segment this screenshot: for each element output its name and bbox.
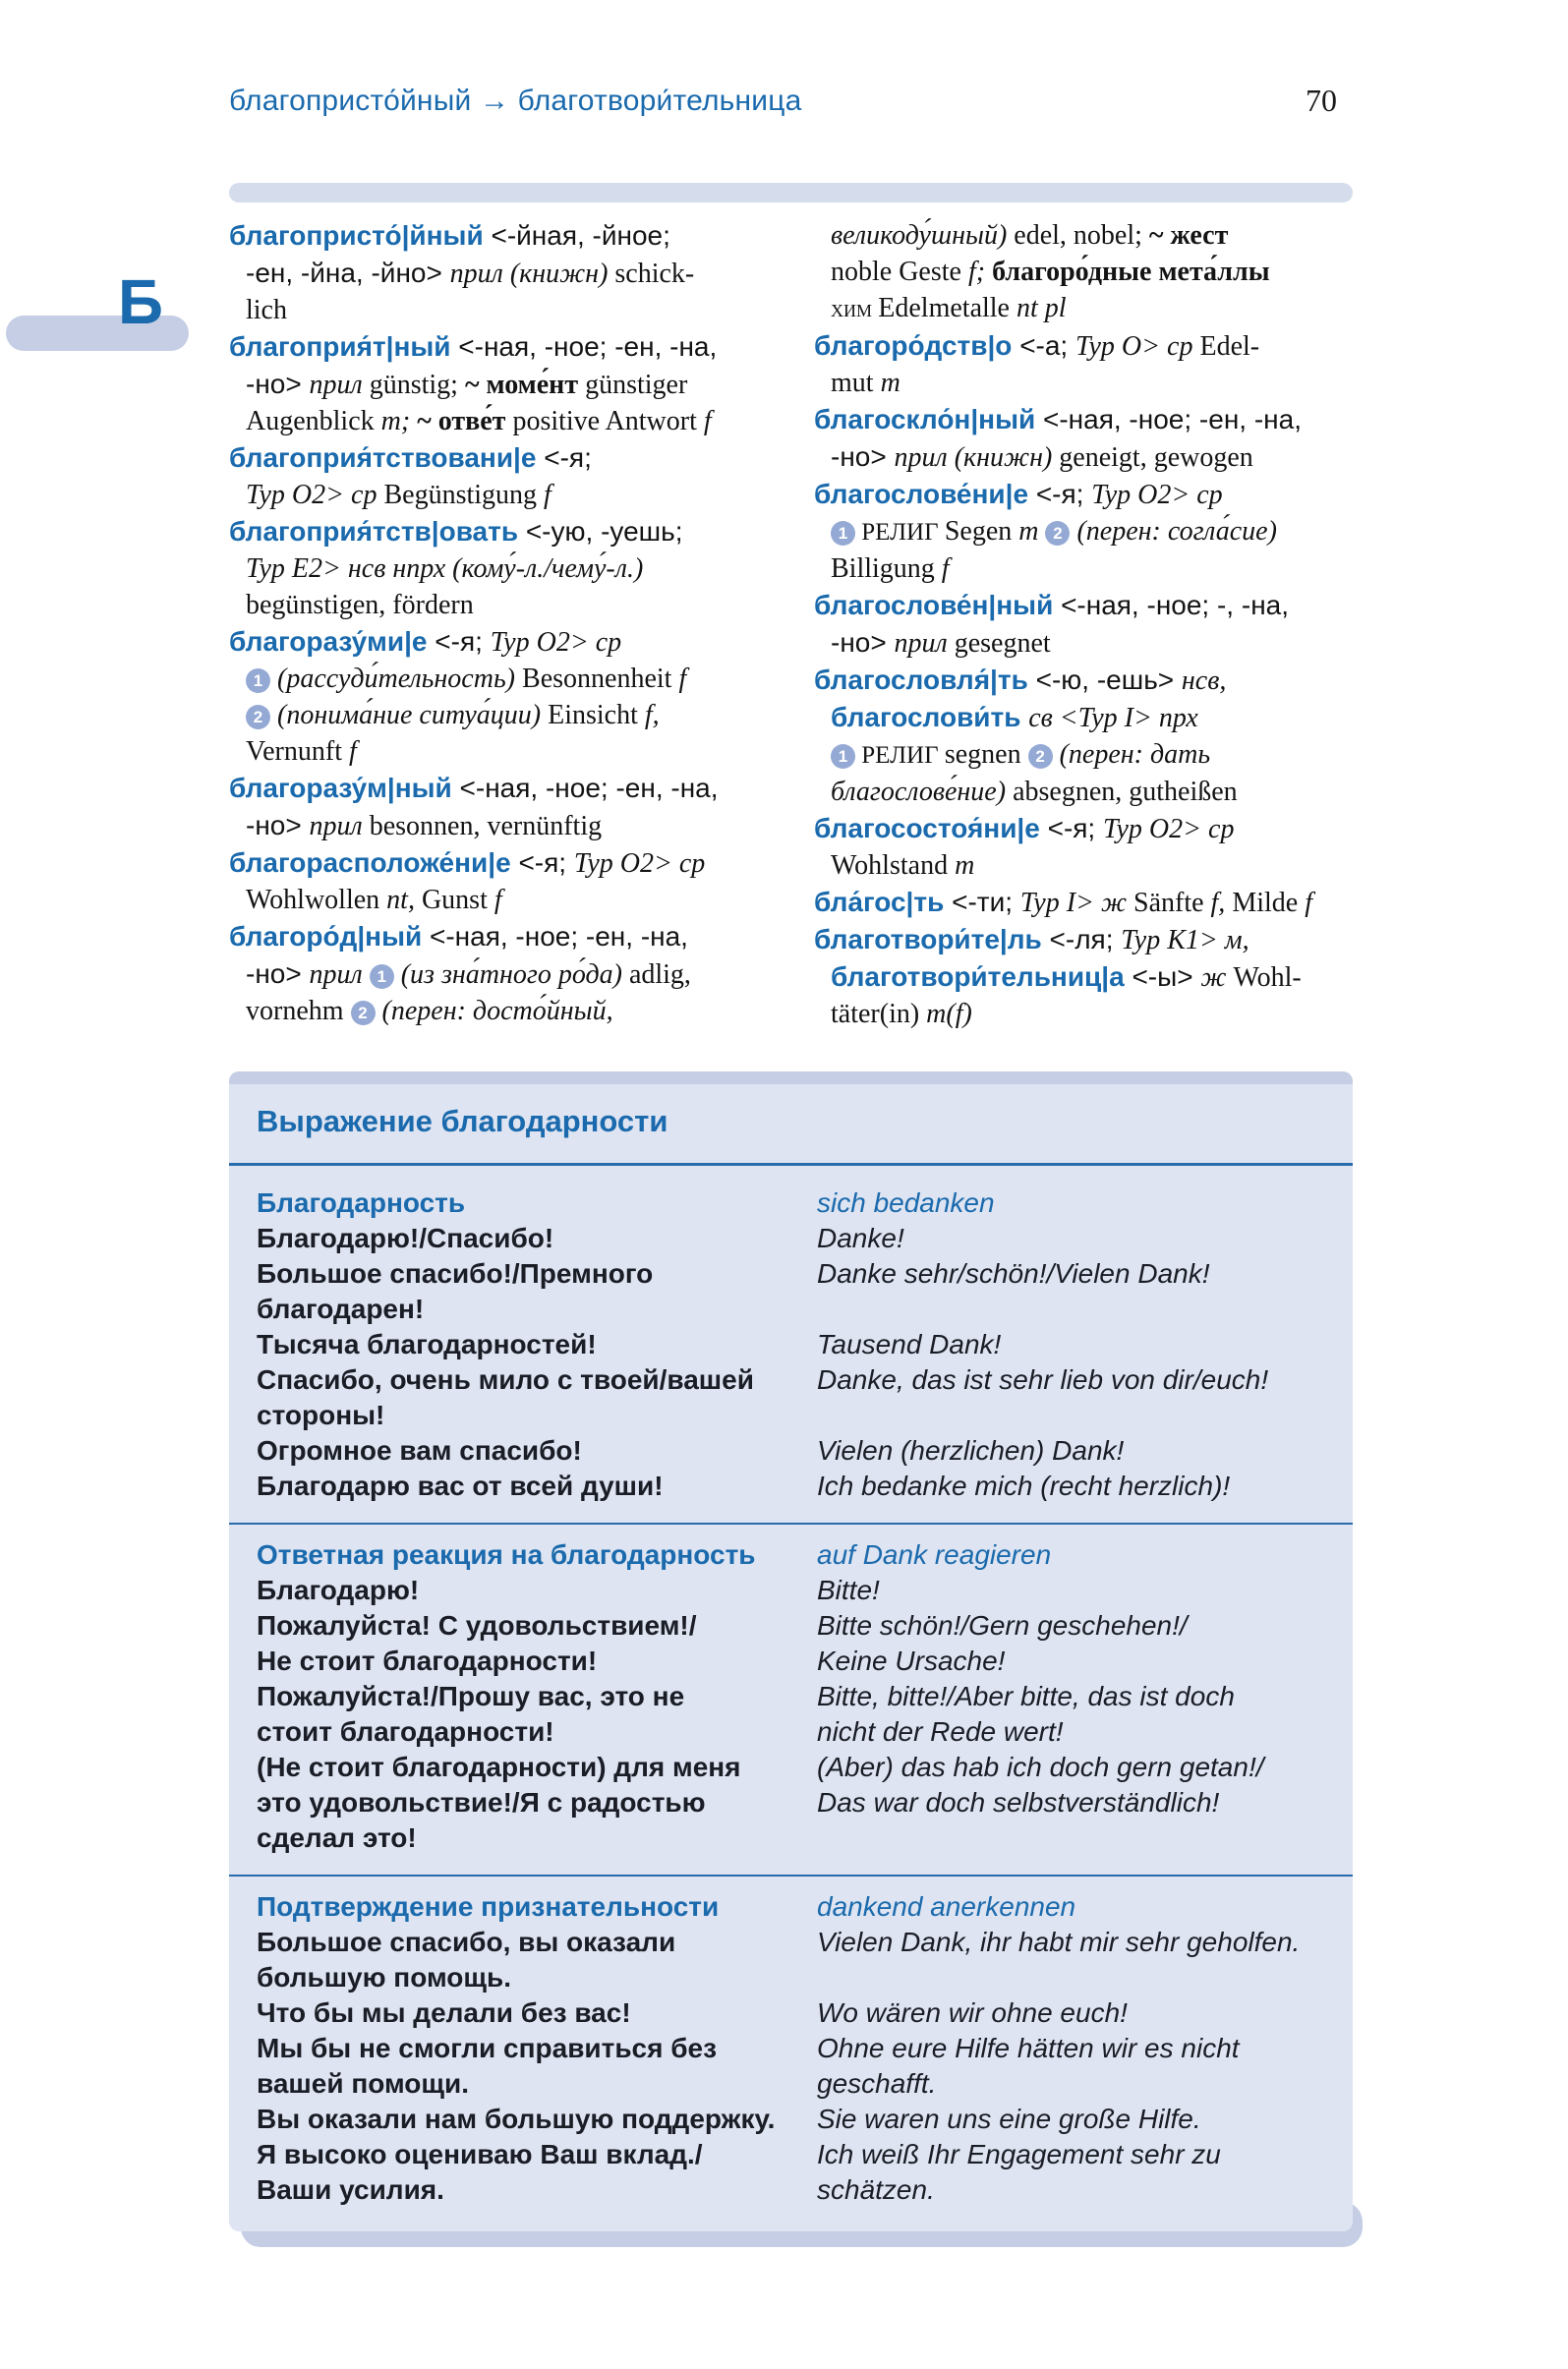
phrase-row: [257, 1329, 1325, 1364]
phrase-row: [257, 1997, 1325, 2033]
dictionary-column-right: [814, 217, 1369, 1032]
phrase-section: [257, 1539, 1325, 1858]
entry-text-segment: Begünstigung: [383, 480, 545, 510]
phrase-german: nicht der Rede wert!: [817, 1716, 1064, 1747]
phrase-row: [257, 1435, 1325, 1471]
entry-text-segment: nt,: [386, 885, 422, 915]
entry-text-segment: великоду́шный): [831, 220, 1015, 251]
entry-text-segment: РЕЛИГ: [855, 519, 945, 546]
dictionary-line: [229, 882, 784, 918]
entry-text-segment: (перен: дать: [1052, 739, 1211, 770]
phrase-row: [257, 1610, 1325, 1646]
phrase-row: [257, 2139, 1325, 2174]
entry-text-segment: geneigt, gewogen: [1059, 442, 1253, 473]
phrase-row: [257, 1471, 1325, 1506]
dictionary-line: [814, 290, 1369, 327]
entry-text-segment: Typ O> ср: [1075, 331, 1200, 362]
entry-text-segment: gesegnet: [954, 628, 1051, 659]
sense-number-icon: 1: [831, 521, 855, 546]
dictionary-line: [229, 993, 784, 1029]
entry-text-segment: <-ы>: [1132, 961, 1201, 992]
phrase-row: [257, 1575, 1325, 1610]
entry-text-segment: positive Antwort: [512, 406, 704, 436]
phrase-row: [257, 2104, 1325, 2139]
entry-text-segment: ж: [1200, 962, 1234, 993]
entry-text-segment: прил (книжн): [449, 259, 615, 289]
entry-text-segment: begünstigen, fördern: [246, 590, 474, 620]
entry-text-segment: Typ O2> ср: [1103, 814, 1235, 844]
entry-text-segment: (рассуди́тельность): [270, 664, 523, 694]
entry-text-segment: благоро́дные мета́ллы: [992, 257, 1270, 287]
entry-text-segment: Edelmetalle: [878, 293, 1016, 323]
phrase-russian: Подтверждение признательности: [257, 1891, 720, 1922]
entry-text-segment: благопристо́|йный: [229, 220, 492, 251]
phrase-russian: вашей помощи.: [257, 2068, 470, 2099]
phrase-german: Danke, das ist sehr lieb von dir/euch!: [817, 1364, 1269, 1395]
dictionary-line: [814, 921, 1369, 958]
entry-text-segment: (из зна́тного ро́да): [393, 959, 629, 990]
phrase-box-body: [229, 1166, 1353, 2210]
entry-text-segment: m;: [380, 406, 418, 436]
entry-text-segment: adlig,: [628, 959, 691, 990]
dictionary-line: [229, 366, 784, 403]
dictionary-line: [814, 810, 1369, 847]
entry-text-segment: Sänfte: [1133, 888, 1211, 918]
entry-text-segment: -но>: [246, 958, 310, 989]
entry-text-segment: <-я;: [1047, 813, 1103, 843]
entry-text-segment: <-я;: [1035, 479, 1092, 509]
phrase-german: Das war doch selbstverständlich!: [817, 1787, 1220, 1818]
phrase-russian: Ответная реакция на благодарность: [257, 1539, 756, 1570]
entry-text-segment: f,: [644, 700, 660, 730]
phrase-row: [257, 1187, 1325, 1223]
phrase-german: sich bedanken: [817, 1187, 995, 1218]
phrase-german: Keine Ursache!: [817, 1646, 1006, 1676]
entry-text-segment: absegnen, gutheißen: [1013, 777, 1238, 807]
phrase-russian: Мы бы не смогли справиться без: [257, 2033, 718, 2063]
dictionary-line: [229, 918, 784, 955]
dictionary-line: [229, 513, 784, 550]
entry-text-segment: f: [703, 406, 712, 436]
entry-text-segment: nt pl: [1016, 293, 1067, 323]
entry-text-segment: <-а;: [1019, 330, 1075, 361]
phrase-german: (Aber) das hab ich doch gern getan!/: [817, 1752, 1264, 1782]
entry-text-segment: Typ O2> ср: [1091, 480, 1223, 510]
entry-text-segment: -но>: [246, 369, 310, 399]
section-divider-rule: [229, 1523, 1353, 1525]
dictionary-line: [814, 847, 1369, 884]
entry-text-segment: <-ти;: [952, 887, 1020, 917]
dictionary-line: [229, 477, 784, 513]
dictionary-line: [229, 328, 784, 366]
entry-text-segment: Typ O2> ср: [246, 480, 384, 510]
entry-text-segment: <-ую, -уешь;: [525, 516, 683, 547]
entry-text-segment: Gunst: [421, 885, 494, 915]
header-decorative-bar: [229, 183, 1353, 202]
entry-text-segment: <-ю, -ешь>: [1035, 664, 1182, 695]
phrase-russian: Ваши усилия.: [257, 2174, 444, 2205]
phrase-german: Bitte schön!/Gern geschehen!/: [817, 1610, 1188, 1641]
entry-text-segment: благоприя́тств|овать: [229, 516, 526, 547]
entry-text-segment: <-ная, -ное; -ен, -на,: [459, 773, 719, 803]
phrase-row: [257, 1822, 1325, 1858]
phrase-row: [257, 1787, 1325, 1822]
entry-text-segment: <-ная, -ное; -ен, -на,: [1043, 404, 1302, 434]
phrase-row: [257, 1539, 1325, 1575]
phrase-russian: Большое спасибо, вы оказали: [257, 1927, 676, 1957]
dictionary-line: [229, 733, 784, 770]
page-number: 70: [1306, 83, 1337, 118]
phrase-section: [257, 1891, 1325, 2210]
phrase-russian: сделал это!: [257, 1822, 417, 1853]
phrase-german: Ohne eure Hilfe hätten wir es nicht: [817, 2033, 1240, 2063]
phrase-russian: стоит благодарности!: [257, 1716, 554, 1747]
phrase-russian: (Не стоит благодарности) для меня: [257, 1752, 741, 1782]
entry-text-segment: благослове́ние): [831, 777, 1014, 807]
phrase-german: Danke!: [817, 1223, 904, 1253]
phrase-russian: Вы оказали нам большую поддержку.: [257, 2104, 776, 2134]
entry-text-segment: Typ I> ж: [1019, 888, 1133, 918]
entry-text-segment: Typ E2> нсв нпрх (кому́-л./чему́-л.): [246, 553, 644, 584]
phrase-german: Vielen Dank, ihr habt mir sehr geholfen.: [817, 1927, 1301, 1957]
phrase-russian: Спасибо, очень мило с твоей/вашей: [257, 1364, 754, 1395]
entry-text-segment: f: [544, 480, 552, 510]
entry-text-segment: -но>: [831, 441, 895, 472]
phrase-russian: Пожалуйста! С удовольствием!/: [257, 1610, 697, 1641]
phrase-german: auf Dank reagieren: [817, 1539, 1052, 1570]
entry-text-segment: f: [348, 736, 357, 767]
phrase-russian: Что бы мы делали без вас!: [257, 1997, 631, 2028]
dictionary-line: [814, 438, 1369, 476]
phrase-german: dankend anerkennen: [817, 1891, 1076, 1922]
phrase-row: [257, 1223, 1325, 1258]
phrase-section: [257, 1187, 1325, 1506]
phrase-german: Ich weiß Ihr Engagement sehr zu: [817, 2139, 1221, 2169]
phrase-german: Ich bedanke mich (recht herzlich)!: [817, 1471, 1231, 1501]
entry-text-segment: благосостоя́ни|е: [814, 813, 1048, 843]
phrase-german: schätzen.: [817, 2174, 935, 2205]
entry-text-segment: Wohlstand: [831, 850, 956, 881]
entry-text-segment: прил (книжн): [894, 442, 1060, 473]
entry-text-segment: благотвори́тельниц|а: [831, 961, 1132, 992]
entry-text-segment: РЕЛИГ: [855, 742, 945, 769]
phrase-row: [257, 1258, 1325, 1294]
phrase-row: [257, 1400, 1325, 1435]
entry-text-segment: lich: [246, 295, 287, 325]
entry-text-segment: хим: [831, 296, 879, 322]
dictionary-line: [814, 327, 1369, 365]
dictionary-line: [229, 439, 784, 477]
sense-number-icon: 1: [831, 744, 855, 769]
phrase-row: [257, 1716, 1325, 1752]
phrase-russian: это удовольствие!/Я с радостью: [257, 1787, 706, 1818]
dictionary-line: [229, 292, 784, 328]
entry-text-segment: f: [678, 664, 687, 694]
sense-number-icon: 2: [246, 705, 270, 729]
phrase-german: Bitte, bitte!/Aber bitte, das ist doch: [817, 1681, 1235, 1711]
entry-text-segment: Typ O2> ср: [573, 848, 706, 879]
dictionary-line: [229, 661, 784, 697]
entry-text-segment: m: [955, 850, 975, 881]
entry-text-segment: нсв,: [1181, 665, 1227, 696]
entry-text-segment: ~ отве́т: [417, 406, 513, 436]
entry-text-segment: -но>: [831, 627, 895, 658]
sense-number-icon: 1: [370, 964, 394, 989]
entry-text-segment: Vernunft: [246, 736, 349, 767]
phrase-german: Wo wären wir ohne euch!: [817, 1997, 1128, 2028]
phrase-russian: Благодарю вас от всей души!: [257, 1471, 664, 1501]
dictionary-line: [229, 623, 784, 661]
entry-text-segment: m: [1018, 516, 1046, 547]
phrase-german: Vielen (herzlichen) Dank!: [817, 1435, 1125, 1466]
entry-text-segment: f;: [967, 257, 993, 287]
dictionary-line: [229, 697, 784, 733]
entry-text-segment: günstig;: [369, 370, 465, 400]
dictionary-column-left: [229, 217, 784, 1029]
entry-text-segment: f: [494, 885, 502, 915]
entry-text-segment: besonnen, vernünftig: [369, 811, 603, 841]
entry-text-segment: Edel-: [1199, 331, 1260, 362]
dictionary-line: [814, 736, 1369, 774]
entry-text-segment: благослови́ть: [831, 702, 1029, 732]
entry-text-segment: <-я;: [518, 847, 574, 878]
entry-text-segment: св <Typ I> прх: [1028, 703, 1198, 733]
phrase-russian: Благодарю!: [257, 1575, 420, 1605]
entry-text-segment: Billigung: [831, 553, 942, 584]
entry-text-segment: благоразу́ми|е: [229, 626, 436, 657]
phrase-russian: Благодарность: [257, 1187, 466, 1218]
phrase-row: [257, 1891, 1325, 1927]
dictionary-line: [229, 844, 784, 882]
phrase-row: [257, 1752, 1325, 1787]
dictionary-line: [229, 955, 784, 993]
entry-text-segment: günstiger: [585, 370, 688, 400]
entry-text-segment: Einsicht: [548, 700, 645, 730]
phrase-russian: Благодарю!/Спасибо!: [257, 1223, 554, 1253]
entry-text-segment: Wohlwollen: [246, 885, 387, 915]
sense-number-icon: 2: [351, 1001, 376, 1025]
entry-text-segment: благоприя́тствовани|е: [229, 442, 545, 473]
entry-text-segment: бла́гос|ть: [814, 887, 953, 917]
phrase-row: [257, 1681, 1325, 1716]
phrase-german: Bitte!: [817, 1575, 880, 1605]
entry-text-segment: благоразу́м|ный: [229, 773, 460, 803]
entry-text-segment: schick-: [614, 259, 695, 289]
phrase-row: [257, 2174, 1325, 2210]
entry-text-segment: благотвори́те|ль: [814, 924, 1050, 954]
phrase-box-top-band: [229, 1071, 1353, 1084]
entry-text-segment: (перен: согла́сие): [1070, 516, 1277, 547]
entry-text-segment: прил: [309, 370, 370, 400]
phrase-german: Danke sehr/schön!/Vielen Dank!: [817, 1258, 1210, 1289]
entry-text-segment: Wohl-: [1233, 962, 1302, 993]
phrase-german: geschafft.: [817, 2068, 937, 2099]
phrase-russian: большую помощь.: [257, 1962, 512, 1993]
entry-text-segment: m(f): [926, 999, 972, 1029]
entry-text-segment: <-ная, -ное; -, -на,: [1061, 590, 1290, 620]
dictionary-line: [814, 217, 1369, 254]
entry-text-segment: прил: [309, 959, 370, 990]
entry-text-segment: Milde: [1232, 888, 1306, 918]
entry-text-segment: <-ная, -ное; -ен, -на,: [429, 921, 688, 952]
dictionary-line: [814, 699, 1369, 736]
phrase-russian: Огромное вам спасибо!: [257, 1435, 582, 1466]
entry-text-segment: f: [1305, 888, 1312, 918]
phrase-russian: благодарен!: [257, 1294, 425, 1324]
dictionary-line: [814, 774, 1369, 810]
entry-text-segment: edel, nobel;: [1014, 220, 1149, 251]
entry-text-segment: noble Geste: [831, 257, 968, 287]
phrase-german: Sie waren uns eine große Hilfe.: [817, 2104, 1201, 2134]
entry-text-segment: <-я;: [435, 626, 491, 657]
letter-tab: Б: [118, 266, 163, 337]
sense-number-icon: 2: [1045, 521, 1070, 546]
phrase-row: [257, 1294, 1325, 1329]
entry-text-segment: segnen: [944, 739, 1028, 770]
entry-text-segment: (понима́ние ситуа́ции): [270, 700, 549, 730]
sense-number-icon: 2: [1028, 744, 1053, 769]
section-divider-rule: [229, 1875, 1353, 1877]
dictionary-line: [229, 587, 784, 623]
dictionary-line: [814, 624, 1369, 662]
phrase-row: [257, 1962, 1325, 1997]
dictionary-line: [229, 403, 784, 439]
dictionary-line: [229, 255, 784, 292]
sense-number-icon: 1: [246, 668, 270, 693]
dictionary-line: [814, 996, 1369, 1032]
entry-text-segment: Typ K1> м,: [1121, 925, 1249, 955]
phrase-german: Tausend Dank!: [817, 1329, 1002, 1359]
entry-text-segment: m: [880, 368, 900, 398]
entry-text-segment: <-йная, -йное;: [491, 220, 670, 251]
phrase-russian: Не стоит благодарности!: [257, 1646, 598, 1676]
phrase-row: [257, 2033, 1325, 2068]
entry-text-segment: -но>: [246, 810, 310, 840]
phrase-russian: Тысяча благодарностей!: [257, 1329, 597, 1359]
entry-text-segment: <-ная, -ное; -ен, -на,: [458, 331, 718, 362]
entry-text-segment: Besonnenheit: [522, 664, 679, 694]
entry-text-segment: Typ O2> ср: [490, 627, 622, 658]
entry-text-segment: <-ля;: [1049, 924, 1122, 954]
dictionary-line: [814, 401, 1369, 438]
phrase-row: [257, 1927, 1325, 1962]
entry-text-segment: Augenblick: [246, 406, 381, 436]
page-header-title: благопристо́йный → благотвори́тельница: [229, 85, 802, 117]
dictionary-line: [814, 587, 1369, 624]
entry-text-segment: f,: [1210, 888, 1233, 918]
phrase-russian: Большое спасибо!/Премного: [257, 1258, 654, 1289]
entry-text-segment: ~ моме́нт: [464, 370, 586, 400]
dictionary-line: [814, 513, 1369, 550]
entry-text-segment: благоро́дств|о: [814, 330, 1020, 361]
entry-text-segment: f: [941, 553, 950, 584]
phrase-box: [229, 1071, 1353, 2231]
entry-text-segment: (перен: досто́йный,: [375, 996, 613, 1026]
entry-text-segment: прил: [894, 628, 955, 659]
dictionary-line: [229, 217, 784, 255]
dictionary-line: [814, 884, 1369, 921]
dictionary-line: [814, 365, 1369, 401]
dictionary-line: [229, 550, 784, 587]
phrase-row: [257, 2068, 1325, 2104]
dictionary-line: [229, 770, 784, 807]
dictionary-line: [814, 476, 1369, 513]
dictionary-line: [814, 254, 1369, 290]
phrase-box-title: Выражение благодарности: [257, 1104, 668, 1138]
entry-text-segment: благослове́ни|е: [814, 479, 1036, 509]
entry-text-segment: mut: [831, 368, 881, 398]
entry-text-segment: ~ жест: [1148, 220, 1229, 251]
entry-text-segment: благословля́|ть: [814, 664, 1036, 695]
phrase-russian: Я высоко оцениваю Ваш вклад./: [257, 2139, 703, 2169]
entry-text-segment: -ен, -йна, -йно>: [246, 258, 450, 288]
phrase-row: [257, 1364, 1325, 1400]
entry-text-segment: <-я;: [544, 442, 592, 473]
dictionary-line: [814, 662, 1369, 699]
entry-text-segment: благослове́н|ный: [814, 590, 1062, 620]
entry-text-segment: vornehm: [246, 996, 351, 1026]
dictionary-line: [814, 958, 1369, 996]
phrase-russian: стороны!: [257, 1400, 385, 1430]
entry-text-segment: благоприя́т|ный: [229, 331, 459, 362]
entry-text-segment: благорасположе́ни|е: [229, 847, 519, 878]
phrase-russian: Пожалуйста!/Прошу вас, это не: [257, 1681, 685, 1711]
entry-text-segment: Segen: [944, 516, 1019, 547]
entry-text-segment: täter(in): [831, 999, 927, 1029]
entry-text-segment: прил: [309, 811, 370, 841]
phrase-row: [257, 1646, 1325, 1681]
entry-text-segment: благоскло́н|ный: [814, 404, 1043, 434]
dictionary-line: [814, 550, 1369, 587]
dictionary-line: [229, 807, 784, 844]
entry-text-segment: благоро́д|ный: [229, 921, 430, 952]
